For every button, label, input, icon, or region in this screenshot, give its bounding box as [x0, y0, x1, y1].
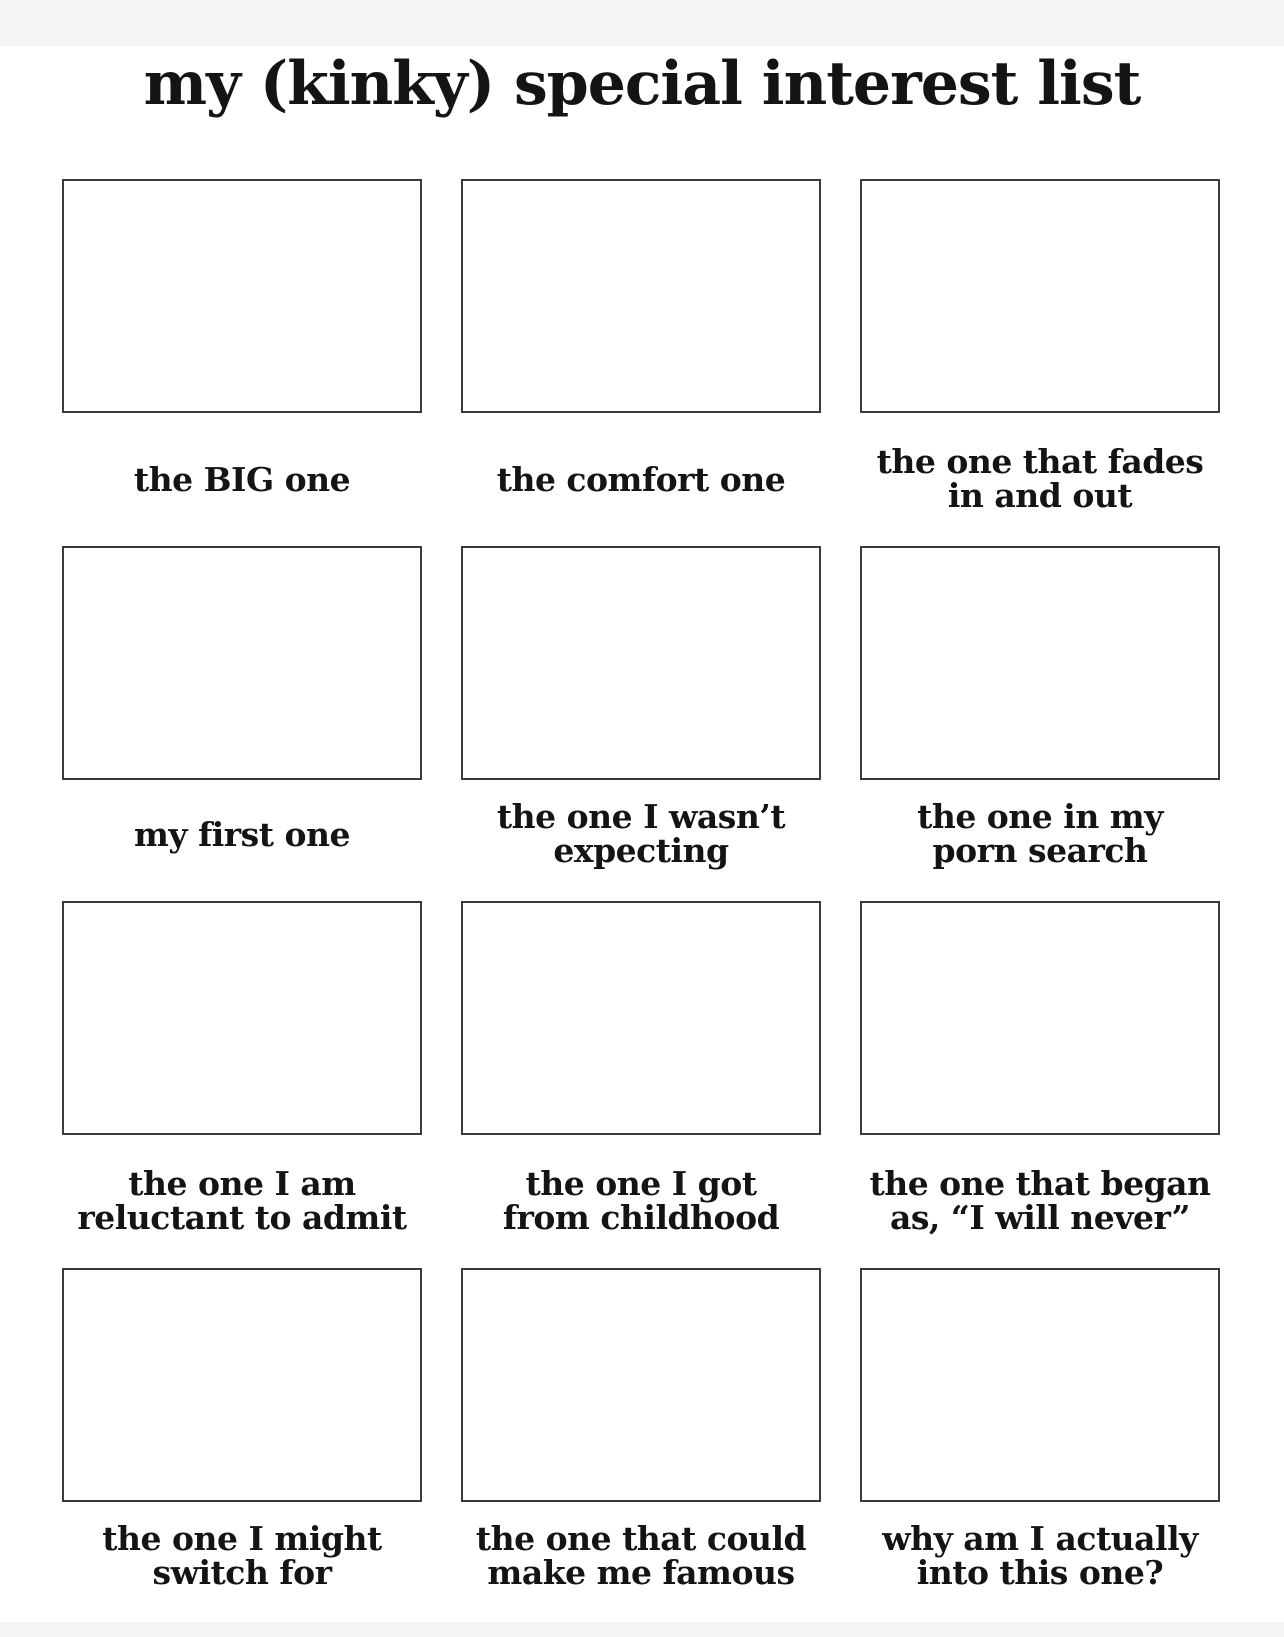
cell-label-10: the one I might switch for [102, 1519, 382, 1592]
image-box-2[interactable] [461, 179, 821, 413]
bottom-margin-band [0, 1622, 1284, 1637]
image-box-10[interactable] [62, 1268, 422, 1502]
cell-label-7: the one I am reluctant to admit [77, 1164, 407, 1237]
image-box-11[interactable] [461, 1268, 821, 1502]
image-box-6[interactable] [860, 546, 1220, 780]
cell-label-4: my first one [133, 815, 350, 854]
page-title: my (kinky) special interest list [143, 49, 1141, 119]
cell-label-6: the one in my porn search [917, 797, 1163, 870]
image-box-7[interactable] [62, 901, 422, 1135]
cell-label-5: the one I wasn’t expecting [496, 797, 786, 870]
top-margin-band [0, 0, 1284, 46]
cell-label-8: the one I got from childhood [502, 1164, 780, 1237]
cell-label-3: the one that fades in and out [876, 442, 1204, 515]
image-box-12[interactable] [860, 1268, 1220, 1502]
image-box-8[interactable] [461, 901, 821, 1135]
image-box-5[interactable] [461, 546, 821, 780]
cell-label-11: the one that could make me famous [475, 1519, 807, 1592]
image-box-4[interactable] [62, 546, 422, 780]
cell-label-2: the comfort one [496, 460, 786, 499]
image-box-9[interactable] [860, 901, 1220, 1135]
cell-label-12: why am I actually into this one? [882, 1519, 1198, 1592]
cell-label-9: the one that began as, “I will never” [869, 1164, 1211, 1237]
cell-label-1: the BIG one [133, 460, 351, 499]
image-box-3[interactable] [860, 179, 1220, 413]
image-box-1[interactable] [62, 179, 422, 413]
